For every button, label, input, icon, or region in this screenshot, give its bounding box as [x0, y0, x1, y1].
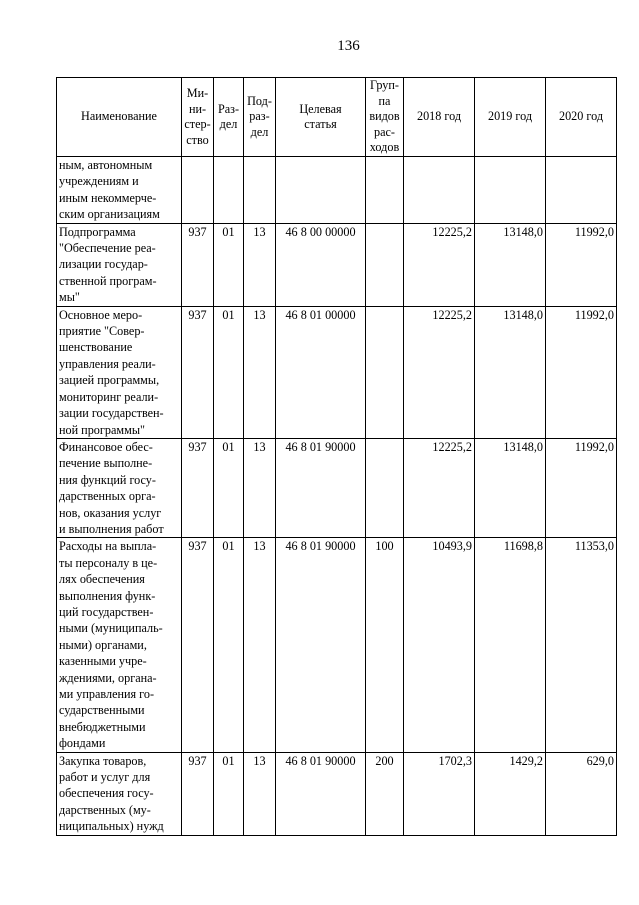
row-name: Закупка товаров, работ и услуг для обеспечения госу- дарственных (му- ниципальных) нужд [57, 752, 182, 835]
row-target-article: 46 8 01 90000 [276, 538, 366, 752]
row-2018 [404, 157, 475, 224]
header-ministry: Ми- ни- стер- ство [182, 78, 214, 157]
row-ministry: 937 [182, 538, 214, 752]
row-2020 [546, 157, 617, 224]
header-expense-group: Груп- па видов рас- ходов [366, 78, 404, 157]
table-row [57, 223, 617, 306]
row-section: 01 [214, 223, 244, 306]
row-subsection: 13 [244, 538, 276, 752]
budget-table [56, 77, 617, 836]
row-subsection: 13 [244, 223, 276, 306]
row-2018: 10493,9 [404, 538, 475, 752]
row-ministry [182, 157, 214, 224]
row-2018: 12225,2 [404, 306, 475, 438]
row-subsection: 13 [244, 752, 276, 835]
row-2019: 1429,2 [475, 752, 546, 835]
row-2020: 11353,0 [546, 538, 617, 752]
row-section [214, 157, 244, 224]
row-subsection: 13 [244, 306, 276, 438]
row-2018: 1702,3 [404, 752, 475, 835]
row-2020: 11992,0 [546, 306, 617, 438]
row-2019: 13148,0 [475, 306, 546, 438]
row-2020: 629,0 [546, 752, 617, 835]
table-row [57, 438, 617, 537]
row-2019: 13148,0 [475, 438, 546, 537]
row-name: Основное меро- приятие "Совер- шенствование управления реали- зацией программы, мониторинг реали- зации государствен- ной программы" [57, 306, 182, 438]
row-target-article: 46 8 01 00000 [276, 306, 366, 438]
row-target-article: 46 8 01 90000 [276, 752, 366, 835]
row-2020: 11992,0 [546, 223, 617, 306]
table-row [57, 306, 617, 438]
row-ministry: 937 [182, 438, 214, 537]
table-row [57, 157, 617, 224]
table-row [57, 752, 617, 835]
row-expense-group [366, 223, 404, 306]
header-subsection: Под- раз- дел [244, 78, 276, 157]
row-ministry: 937 [182, 223, 214, 306]
row-name: Расходы на выпла- ты персоналу в це- лях обеспечения выполнения функ- ций государствен- ными (муниципаль- ными) органами, казенными учре- ждениями, органа- ми управления го- сударственными внебюджетными фондами [57, 538, 182, 752]
row-target-article [276, 157, 366, 224]
row-ministry: 937 [182, 752, 214, 835]
row-expense-group [366, 157, 404, 224]
row-name: Подпрограмма "Обеспечение реа- лизации государ- ственной програм- мы" [57, 223, 182, 306]
row-2018: 12225,2 [404, 438, 475, 537]
row-target-article: 46 8 01 90000 [276, 438, 366, 537]
row-2019: 11698,8 [475, 538, 546, 752]
row-ministry: 937 [182, 306, 214, 438]
row-expense-group [366, 438, 404, 537]
row-section: 01 [214, 306, 244, 438]
row-name: ным, автономным учреждениям и иным некоммерче- ским организациям [57, 157, 182, 224]
page-number: 136 [337, 38, 360, 54]
row-expense-group: 100 [366, 538, 404, 752]
header-2019: 2019 год [475, 78, 546, 157]
table-row [57, 538, 617, 752]
row-target-article: 46 8 00 00000 [276, 223, 366, 306]
row-expense-group: 200 [366, 752, 404, 835]
table-header-row [57, 78, 617, 157]
header-2018: 2018 год [404, 78, 475, 157]
row-subsection [244, 157, 276, 224]
row-2018: 12225,2 [404, 223, 475, 306]
header-target-article: Целевая статья [276, 78, 366, 157]
row-2019: 13148,0 [475, 223, 546, 306]
row-subsection: 13 [244, 438, 276, 537]
row-name: Финансовое обес- печение выполне- ния функций госу- дарственных орга- нов, оказания услуг и выполнения работ [57, 438, 182, 537]
row-2019 [475, 157, 546, 224]
header-section: Раз- дел [214, 78, 244, 157]
row-section: 01 [214, 438, 244, 537]
row-section: 01 [214, 538, 244, 752]
row-expense-group [366, 306, 404, 438]
row-2020: 11992,0 [546, 438, 617, 537]
row-section: 01 [214, 752, 244, 835]
header-2020: 2020 год [546, 78, 617, 157]
header-name: Наименование [57, 78, 182, 157]
